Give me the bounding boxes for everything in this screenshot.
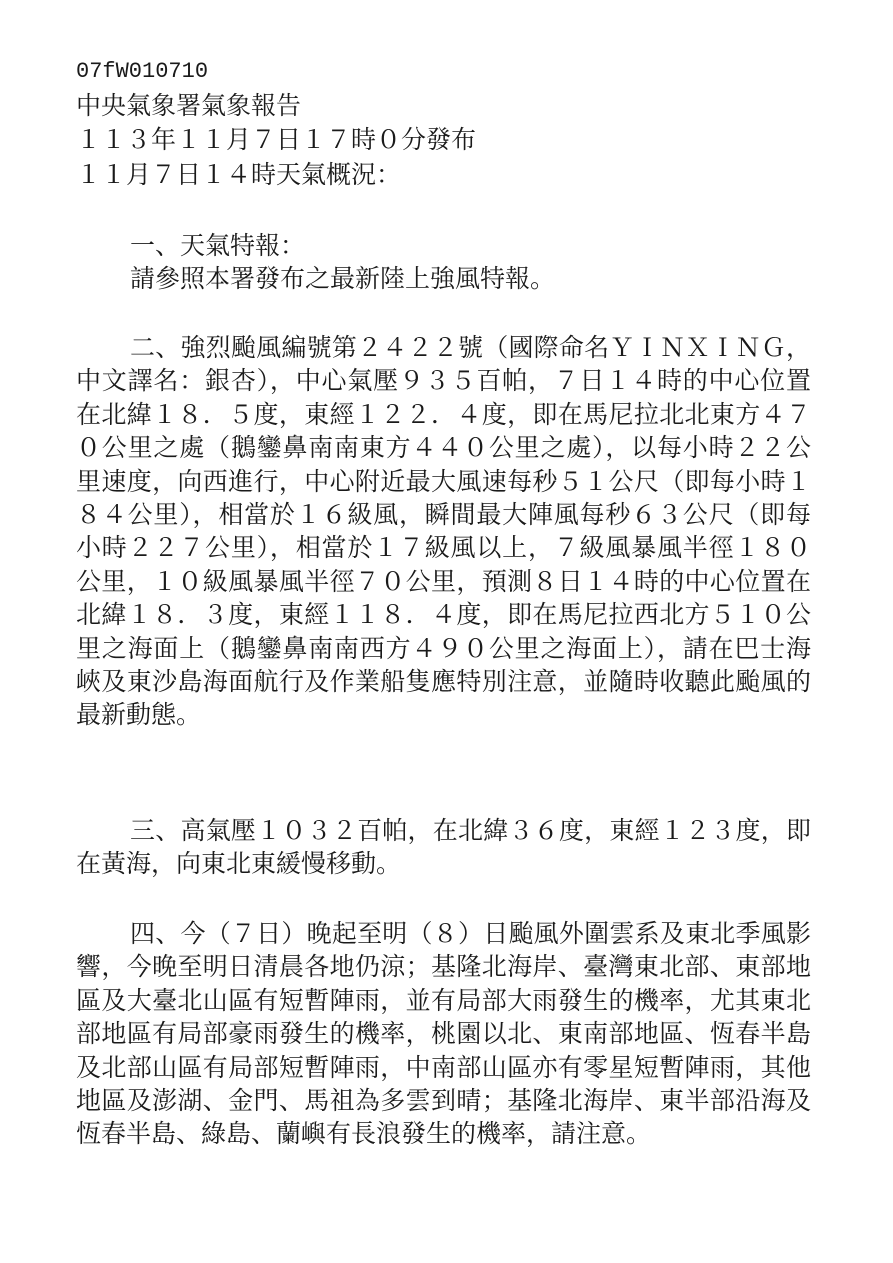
section-body: 請參照本署發布之最新陸上強風特報。: [130, 264, 556, 294]
section-body: 三、高氣壓１０３２百帕，在北緯３６度，東經１２３度，即在黃海，向東北東緩慢移動。: [76, 816, 811, 879]
issue-datetime: １１３年１１月７日１７時０分發布: [76, 125, 477, 154]
section-typhoon: [76, 331, 811, 732]
section-body: 二、強烈颱風編號第２４２２號（國際命名ＹＩＮＸＩＮＧ，中文譯名：銀杏），中心氣壓９３５百帕，７日１４時的中心位置在北緯１８．５度，東經１２２．４度，即在馬尼拉北北東方４７０公里之處（鵝鑾鼻南南東方４４０公里之處），以每小時２２公里速度，向西進行，中心附近最大風速每秒５１公尺（即每小時１８４公里），相當於１６級風，瞬間最大陣風每秒６３公尺（即每小時２２７公里），相當於１７級風以上，７級風暴風半徑１８０公里，１０級風暴風半徑７０公里，預測８日１４時的中心位置在北緯１８．３度，東經１１８．４度，即在馬尼拉西北方５１０公里之海面上（鵝鑾鼻南南西方４９０公里之海面上），請在巴士海峽及東沙島海面航行及作業船隻應特別注意，並隨時收聽此颱風的最新動態。: [76, 333, 811, 730]
overview-heading: １１月７日１４時天氣概況：: [76, 160, 402, 189]
section-weather-advisory: [76, 229, 811, 296]
section-body: 四、今（７日）晚起至明（８）日颱風外圍雲系及東北季風影響，今晚至明日清晨各地仍涼；基隆北海岸、臺灣東北部、東部地區及大臺北山區有短暫陣雨，並有局部大雨發生的機率，尤其東北部地區有局部豪雨發生的機率，桃園以北、東南部地區、恆春半島及北部山區有局部短暫陣雨，中南部山區亦有零星短暫陣雨，其他地區及澎湖、金門、馬祖為多雲到晴；基隆北海岸、東半部沿海及恆春半島、綠島、蘭嶼有長浪發生的機率，請注意。: [76, 919, 811, 1149]
report-title: 中央氣象署氣象報告: [76, 91, 302, 120]
section-heading: 一、天氣特報：: [130, 231, 306, 260]
document-code: 07fW010710: [76, 59, 209, 84]
section-forecast: [76, 917, 811, 1151]
section-high-pressure: [76, 814, 811, 881]
